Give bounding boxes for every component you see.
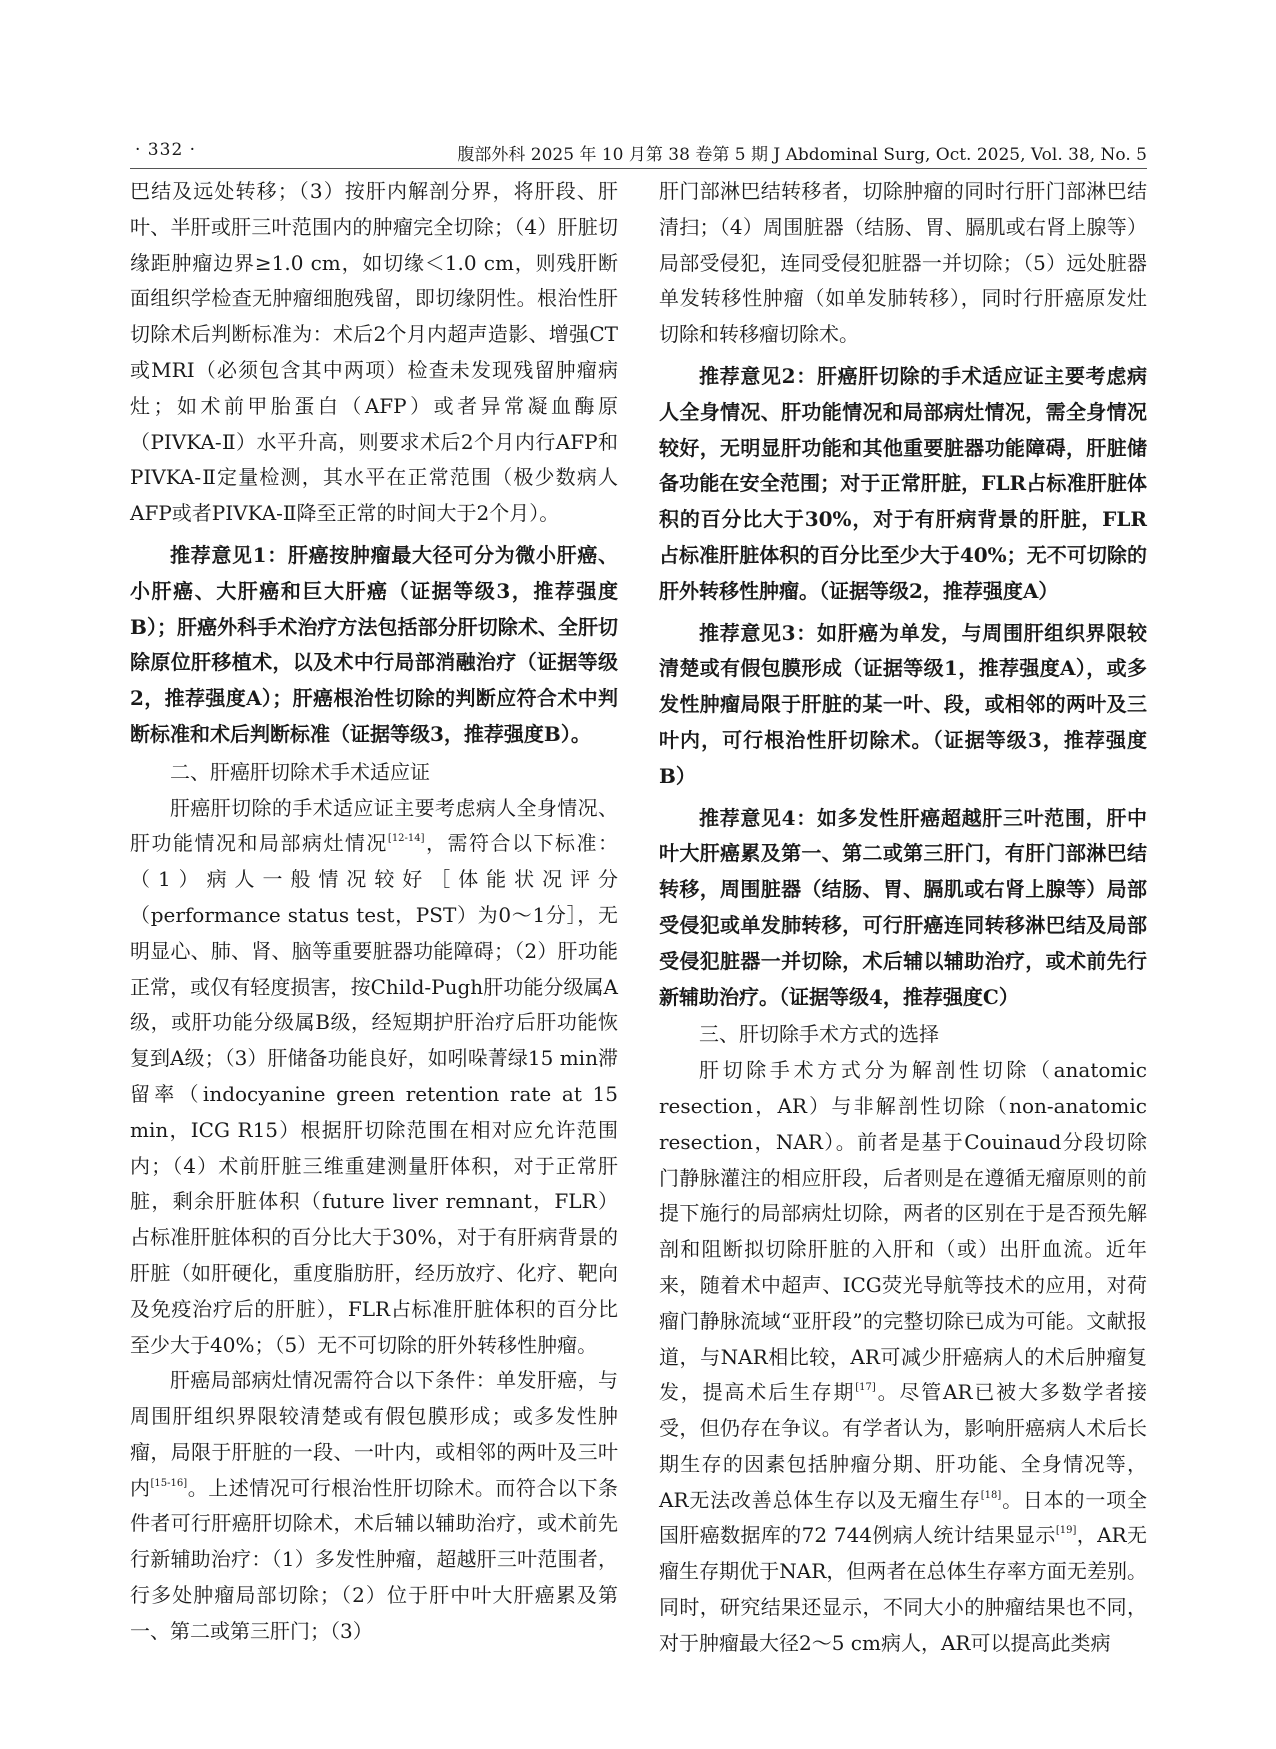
recommendation-4: 推荐意见4：如多发性肝癌超越肝三叶范围，肝中叶大肝癌累及第一、第二或第三肝门，有肝门部淋巴结转移，周围脏器（结肠、胃、膈肌或右肾上腺等）局部受侵犯或单发肺转移，可行肝癌连同转移淋巴结及局部受侵犯脏器一并切除，术后辅以辅助治疗，或术前先行新辅助治疗。（证据等级4，推荐强度C）	[659, 805, 1147, 1009]
left-column	[130, 174, 618, 1650]
paragraph-continued-right: 肝门部淋巴结转移者，切除肿瘤的同时行肝门部淋巴结清扫；（4）周围脏器（结肠、胃、膈肌或右肾上腺等）局部受侵犯，连同受侵犯脏器一并切除；（5）远处脏器单发转移性肿瘤（如单发肺转移），同时行肝癌原发灶切除和转移瘤切除术。	[659, 179, 1147, 347]
paragraph-continued: 巴结及远处转移；（3）按肝内解剖分界，将肝段、肝叶、半肝或肝三叶范围内的肿瘤完全切除；（4）肝脏切缘距肿瘤边界≥1.0 cm，如切缘＜1.0 cm，则残肝断面组织学检查无肿瘤细胞残留，即切缘阴性。根治性肝切除术后判断标准为：术后2个月内超声造影、增强CT或MRI（必须包含其中两项）检查未发现残留肿瘤病灶；如术前甲胎蛋白（AFP）或者异常凝血酶原（PIVKA-Ⅱ）水平升高，则要求术后2个月内行AFP和PIVKA-Ⅱ定量检测，其水平在正常范围（极少数病人AFP或者PIVKA-Ⅱ降至正常的时间大于2个月）。	[130, 179, 618, 526]
recommendation-1: 推荐意见1：肝癌按肿瘤最大径可分为微小肝癌、小肝癌、大肝癌和巨大肝癌（证据等级3，推荐强度B）；肝癌外科手术治疗方法包括部分肝切除术、全肝切除原位肝移植术，以及术中行局部消融治疗（证据等级2，推荐强度A）；肝癌根治性切除的判断应符合术中判断标准和术后判断标准（证据等级3，推荐强度B）。	[130, 542, 618, 746]
paragraph-resection-methods: 肝切除手术方式分为解剖性切除（anatomic resection，AR）与非解剖性切除（non-anatomic resection，NAR）。前者是基于Couinaud分段切除门静脉灌注的相应肝段，后者则是在遵循无瘤原则的前提下施行的局部病灶切除，两者的区别在于是否预先解剖和阻断拟切除肝脏的入肝和（或）出肝血流。近年来，随着术中超声、ICG荧光导航等技术的应用，对荷瘤门静脉流域“亚肝段”的完整切除已成为可能。文献报道，与NAR相比较，AR可减少肝癌病人的术后肿瘤复发，提高术后生存期[17]。尽管AR已被大多数学者接受，但仍存在争议。有学者认为，影响肝癌病人术后长期生存的因素包括肿瘤分期、肝功能、全身情况等，AR无法改善总体生存以及无瘤生存[18]。日本的一项全国肝癌数据库的72 744例病人统计结果显示[19]，AR无瘤生存期优于NAR，但两者在总体生存率方面无差别。同时，研究结果还显示，不同大小的肿瘤结果也不同，对于肿瘤最大径2～5 cm病人，AR可以提高此类病	[659, 1058, 1147, 1655]
citation-ref[interactable]: [18]	[980, 1489, 1002, 1501]
running-header	[130, 138, 1147, 170]
citation-ref[interactable]: [19]	[1055, 1525, 1077, 1537]
citation-ref[interactable]: [17]	[855, 1382, 876, 1394]
recommendation-3: 推荐意见3：如肝癌为单发，与周围肝组织界限较清楚或有假包膜形成（证据等级1，推荐强度A），或多发性肿瘤局限于肝脏的某一叶、段，或相邻的两叶及三叶内，可行根治性肝切除术。（证据等级3，推荐强度B）	[659, 620, 1147, 788]
journal-citation: 腹部外科 2025 年 10 月第 38 卷第 5 期 J Abdominal Surg, Oct. 2025, Vol. 38, No. 5	[457, 145, 1147, 165]
section-heading-2: 二、肝癌肝切除术手术适应证	[170, 759, 430, 784]
right-column	[659, 174, 1147, 1662]
section-heading-3: 三、肝切除手术方式的选择	[699, 1022, 939, 1047]
header-rule	[130, 168, 1147, 169]
paragraph-indications: 肝癌肝切除的手术适应证主要考虑病人全身情况、肝功能情况和局部病灶情况[12-14]，需符合以下标准：（1）病人一般情况较好［体能状况评分（performance status test，PST）为0～1分］，无明显心、肺、肾、脑等重要脏器功能障碍；（2）肝功能正常，或仅有轻度损害，按Child-Pugh肝功能分级属A级，或肝功能分级属B级，经短期护肝治疗后肝功能恢复到A级；（3）肝储备功能良好，如吲哚菁绿15 min滞留率（indocyanine green retention rate at 15 min，ICG R15）根据肝切除范围在相对应允许范围内；（4）术前肝脏三维重建测量肝体积，对于正常肝脏，剩余肝脏体积（future liver remnant，FLR）占标准肝脏体积的百分比大于30%，对于有肝病背景的肝脏（如肝硬化，重度脂肪肝，经历放疗、化疗、靶向及免疫治疗后的肝脏），FLR占标准肝脏体积的百分比至少大于40%；（5）无不可切除的肝外转移性肿瘤。	[130, 795, 619, 1357]
paragraph-local-lesion: 肝癌局部病灶情况需符合以下条件：单发肝癌，与周围肝组织界限较清楚或有假包膜形成；或多发性肿瘤，局限于肝脏的一段、一叶内，或相邻的两叶及三叶内[15-16]。上述情况可行根治性肝切除术。而符合以下条件者可行肝癌肝切除术，术后辅以辅助治疗，或术前先行新辅助治疗：（1）多发性肿瘤，超越肝三叶范围者，行多处肿瘤局部切除；（2）位于肝中叶大肝癌累及第一、第二或第三肝门；（3）	[130, 1368, 619, 1643]
citation-ref[interactable]: [12-14]	[387, 833, 425, 845]
citation-ref[interactable]: [15-16]	[150, 1477, 188, 1489]
recommendation-2: 推荐意见2：肝癌肝切除的手术适应证主要考虑病人全身情况、肝功能情况和局部病灶情况，需全身情况较好，无明显肝功能和其他重要脏器功能障碍，肝脏储备功能在安全范围；对于正常肝脏，FLR占标准肝脏体积的百分比大于30%，对于有肝病背景的肝脏，FLR占标准肝脏体积的百分比至少大于40%；无不可切除的肝外转移性肿瘤。（证据等级2，推荐强度A）	[659, 363, 1147, 603]
page-number: · 332 ·	[135, 140, 197, 160]
